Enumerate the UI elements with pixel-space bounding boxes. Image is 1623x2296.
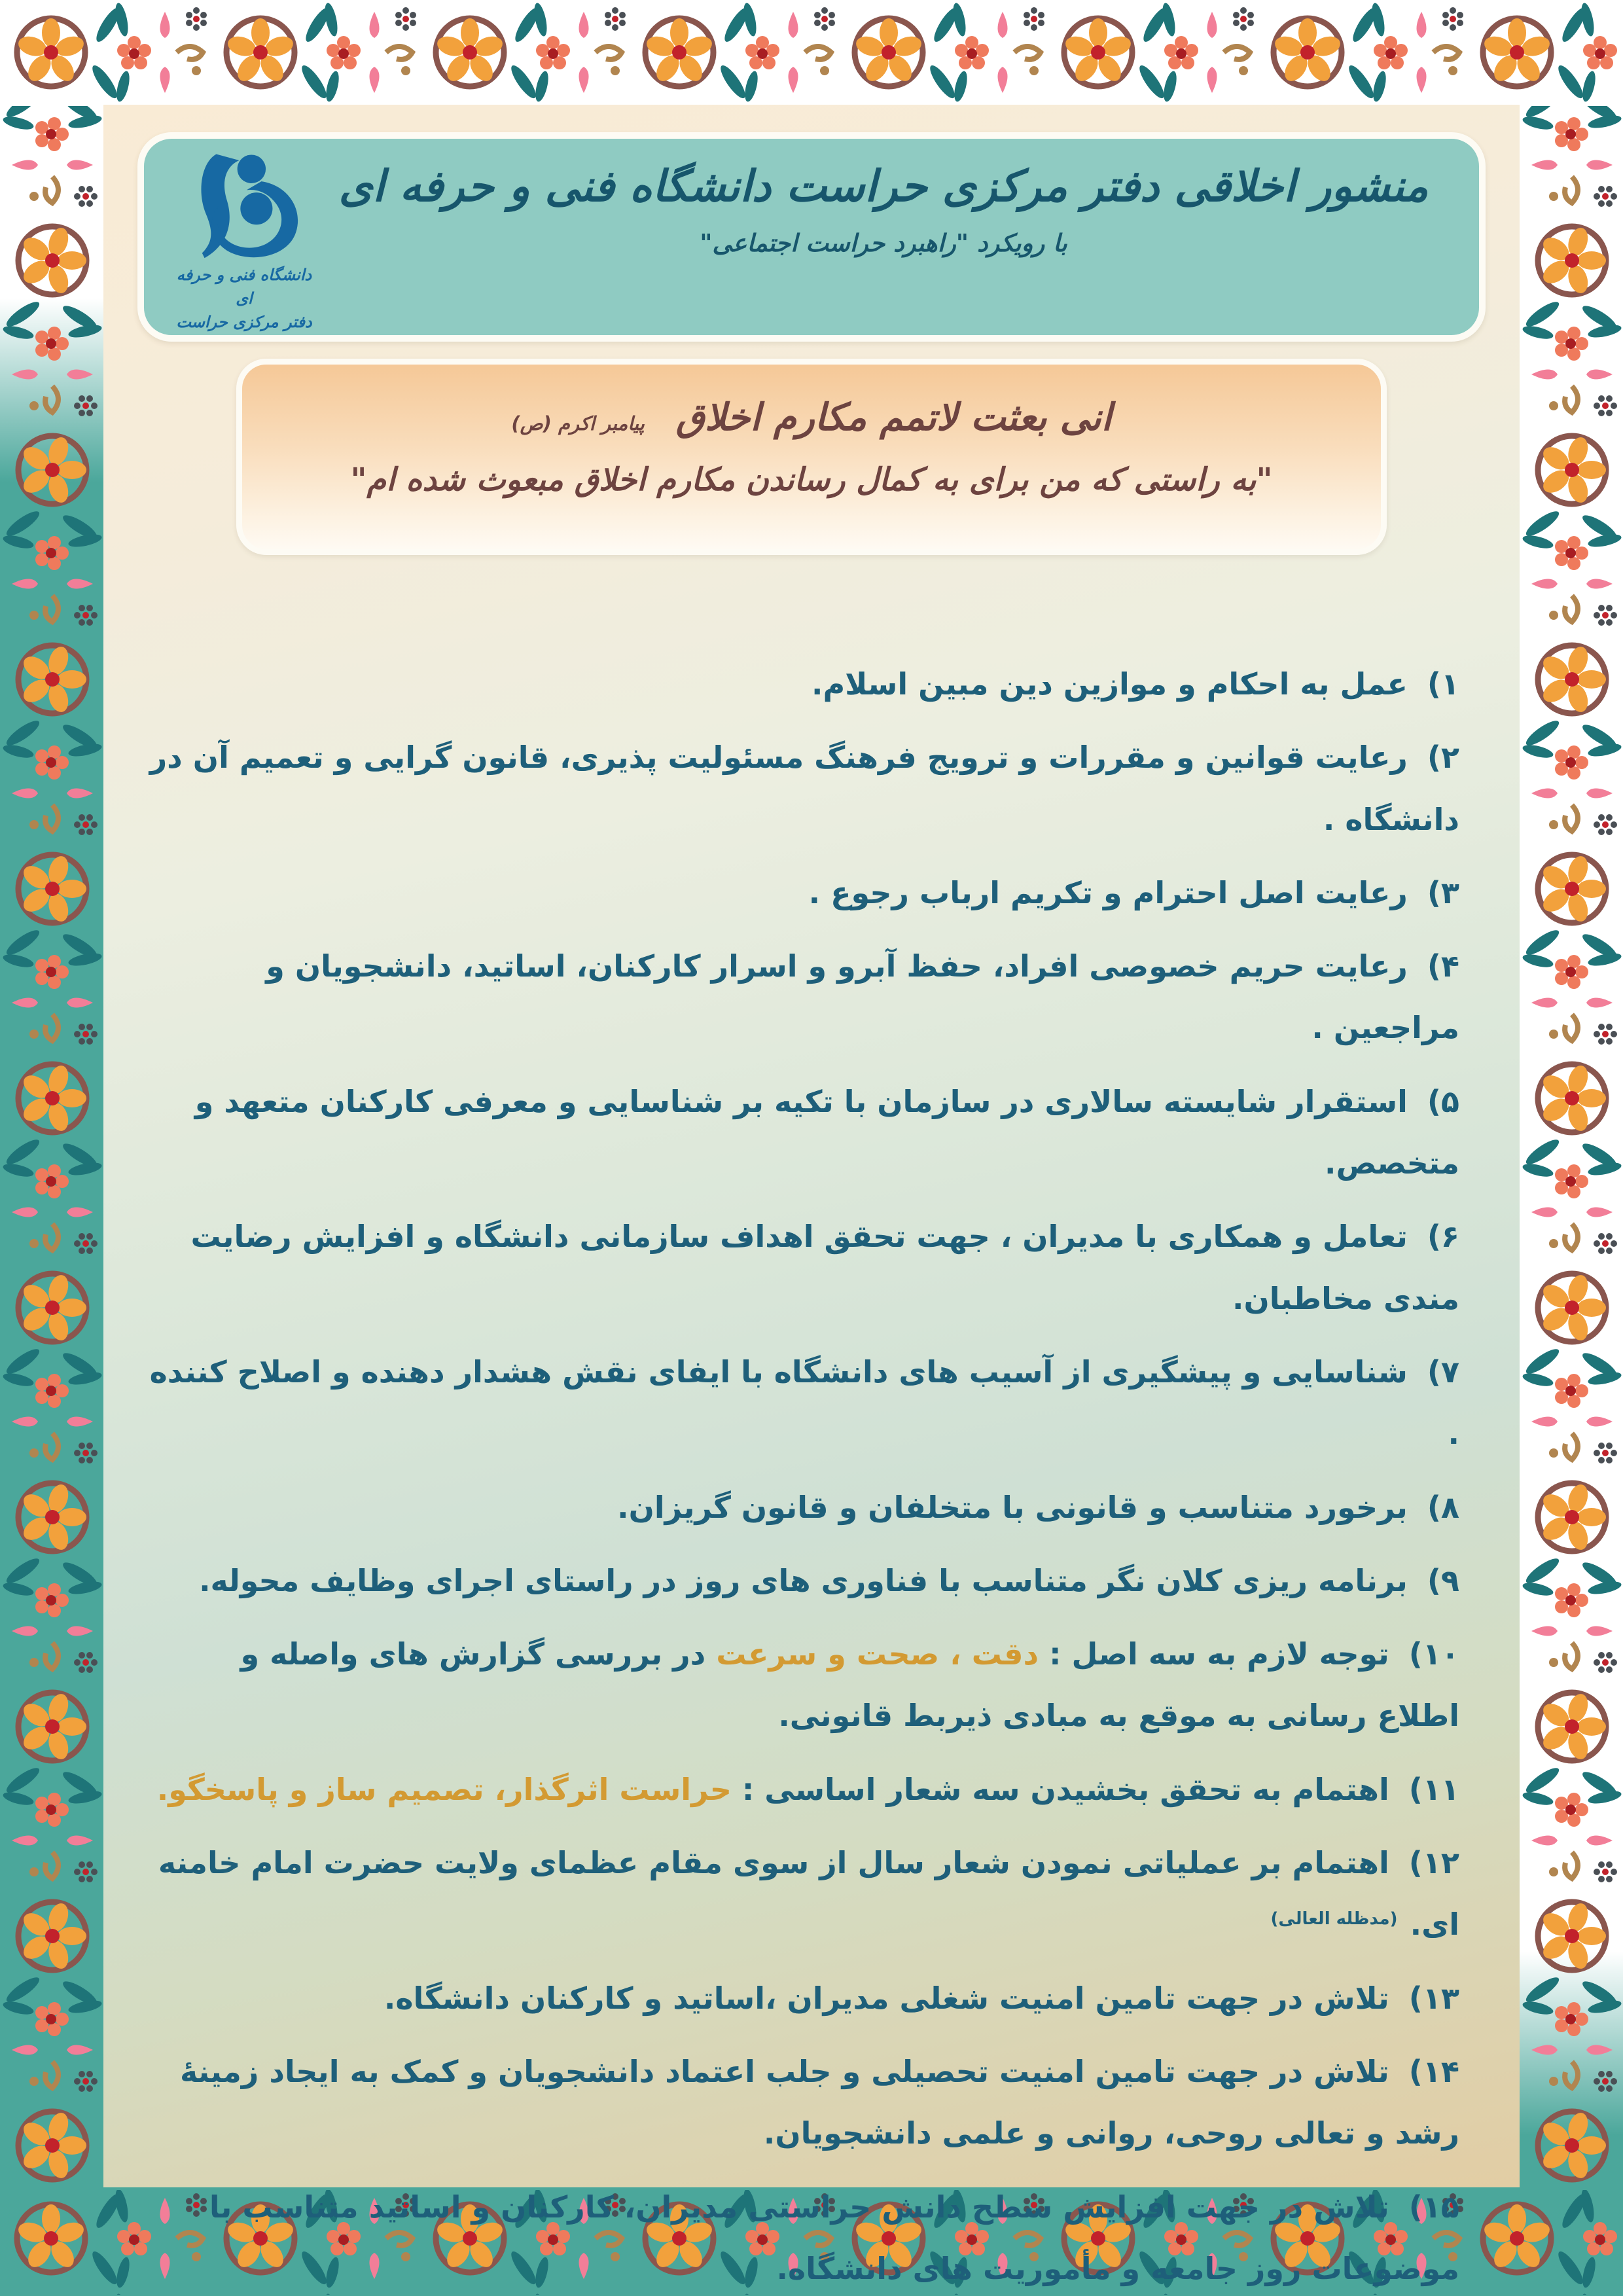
item-number: ۷): [1416, 1354, 1459, 1390]
ornament-border-right: [1520, 0, 1623, 2296]
item-number: ۱۲): [1398, 1845, 1459, 1881]
item-number: ۱۰): [1398, 1636, 1459, 1672]
item-text: اهتمام به تحقق بخشیدن سه شعار اساسی :: [731, 1771, 1389, 1807]
item-text: تلاش در جهت تامین امنیت تحصیلی و جلب اعتماد دانشجویان و کمک به ایجاد زمینهٔ رشد و تعالی روحی، روانی و علمی دانشجویان.: [179, 2053, 1459, 2151]
charter-item-1: [149, 653, 1459, 715]
sheet: [103, 105, 1520, 2286]
charter-item-10: [149, 1623, 1459, 1747]
charter-item-7: [149, 1341, 1459, 1465]
charter-item-15: [149, 2176, 1459, 2296]
charter-item-13: [149, 1967, 1459, 2029]
header-band: [137, 132, 1486, 342]
charter-item-2: [149, 726, 1459, 850]
charter-item-9: [149, 1550, 1459, 1611]
item-number: ۲): [1416, 740, 1459, 776]
item-number: ۵): [1416, 1083, 1459, 1119]
item-text: شناسایی و پیشگیری از آسیب های دانشگاه با ایفای نقش هشدار دهنده و اصلاح کننده .: [149, 1354, 1459, 1452]
logo-line2: دفتر مرکزی حراست: [176, 313, 312, 331]
item-text: عمل به احکام و موازین دین مبین اسلام.: [811, 666, 1408, 702]
charter-list: [149, 653, 1459, 2296]
item-highlight-text: حراست اثرگذار، تصمیم ساز و پاسخگو.: [156, 1771, 732, 1807]
item-number: ۱۵): [1398, 2189, 1459, 2225]
item-text: برخورد متناسب و قانونی با متخلفان و قانون گریزان.: [617, 1489, 1408, 1525]
header-titles: [327, 158, 1440, 257]
item-number: ۱۱): [1398, 1771, 1459, 1807]
ornament-border-top: [0, 0, 1623, 106]
charter-item-11: [149, 1759, 1459, 1820]
university-logo-emblem-icon: [182, 149, 306, 260]
item-number: ۶): [1416, 1219, 1459, 1255]
item-number: ۳): [1416, 874, 1459, 910]
item-text-continued: در بررسی گزارش های واصله و اطلاع رسانی به موقع به مبادی ذیربط قانونی.: [240, 1636, 1459, 1734]
item-highlight-text: دقت ، صحت و سرعت: [716, 1636, 1039, 1672]
item-small-note: (مدظله العالی): [1270, 1909, 1404, 1929]
item-text: توجه لازم به سه اصل :: [1039, 1636, 1389, 1672]
item-number: ۴): [1416, 948, 1459, 984]
university-logo: [169, 149, 319, 331]
quote-translation-line: "به راستی که من برای به کمال رساندن مکارم اخلاق مبعوث شده ام": [350, 461, 1273, 498]
item-number: ۱): [1416, 666, 1459, 702]
item-text: رعایت حریم خصوصی افراد، حفظ آبرو و اسرار کارکنان، اساتید، دانشجویان و مراجعین .: [266, 948, 1459, 1046]
quote-box: [236, 359, 1387, 555]
item-text: رعایت قوانین و مقررات و ترویج فرهنگ مسئولیت پذیری، قانون گرایی و تعمیم آن در دانشگاه .: [149, 740, 1459, 837]
charter-item-14: [149, 2041, 1459, 2164]
charter-item-4: [149, 935, 1459, 1059]
item-text: برنامه ریزی کلان نگر متناسب با فناوری های روز در راستای اجرای وظایف محوله.: [199, 1562, 1408, 1598]
item-number: ۱۴): [1398, 2053, 1459, 2089]
quote-arabic-line: [242, 396, 1381, 439]
ornament-border-left: [0, 0, 103, 2296]
item-text: استقرار شایسته سالاری در سازمان با تکیه بر شناسایی و معرفی کارکنان متعهد و متخصص.: [194, 1083, 1459, 1181]
item-number: ۹): [1416, 1562, 1459, 1598]
item-number: ۸): [1416, 1489, 1459, 1525]
item-number: ۱۳): [1398, 1980, 1459, 2016]
quote-attribution: پیامبر اکرم (ص): [511, 412, 645, 435]
charter-item-12: [149, 1832, 1459, 1956]
item-text: تلاش در جهت تامین امنیت شغلی مدیران ،اساتید و کارکنان دانشگاه.: [383, 1980, 1389, 2016]
charter-item-3: [149, 862, 1459, 924]
charter-item-6: [149, 1206, 1459, 1329]
item-text: رعایت اصل احترام و تکریم ارباب رجوع .: [808, 874, 1408, 910]
page-title: منشور اخلاقی دفتر مرکزی حراست دانشگاه فنی و حرفه ای: [338, 161, 1429, 211]
logo-line1: دانشگاه فنی و حرفه ای: [176, 266, 312, 308]
item-text: تلاش در جهت افزایش سطح دانش حراستی مدیران، کارکنان و اساتید متناسب با موضوعات روز جامعه و مأموریت های دانشگاه.: [209, 2189, 1459, 2286]
charter-item-5: [149, 1071, 1459, 1194]
item-text: تعامل و همکاری با مدیران ، جهت تحقق اهداف سازمانی دانشگاه و افزایش رضایت مندی مخاطبان.: [190, 1219, 1459, 1316]
charter-item-8: [149, 1477, 1459, 1538]
page-subtitle: با رویکرد "راهبرد حراست اجتماعی": [700, 228, 1067, 257]
item-text: اهتمام بر عملیاتی نمودن شعار سال از سوی مقام عظمای ولایت حضرت امام خامنه ای.: [158, 1845, 1459, 1943]
quote-text: انی بعثت لاتمم مکارم اخلاق: [675, 396, 1112, 439]
